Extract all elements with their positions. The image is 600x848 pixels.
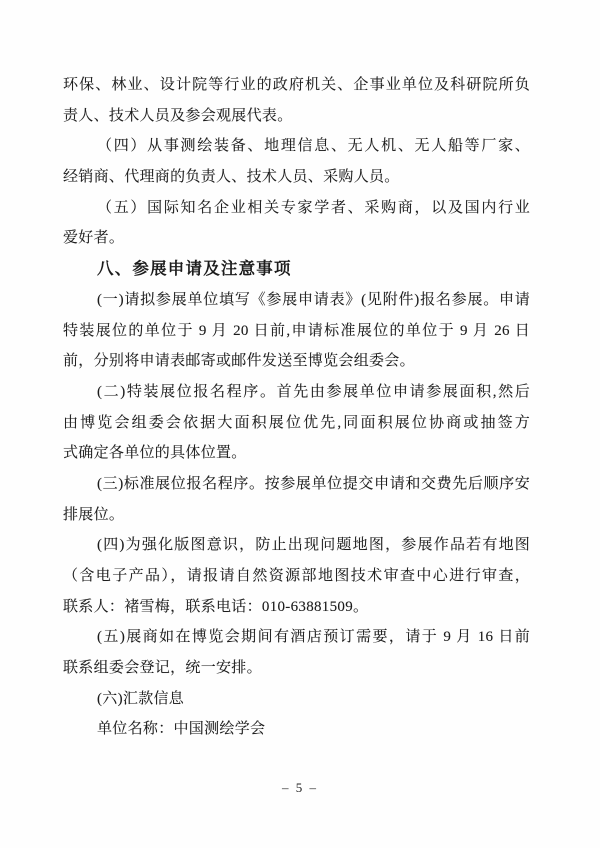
text-line: 环保、林业、设计院等行业的政府机关、企事业单位及科研院所负 [63, 77, 530, 93]
text-line: 单位名称：中国测绘学会 [97, 721, 266, 738]
section-heading: 八、参展申请及注意事项 [97, 260, 292, 279]
text-line: (五)展商如在博览会期间有酒店预订需要，请于 9 月 16 日前 [97, 629, 530, 646]
text-line: 经销商、代理商的负责人、技术人员、采购人员。 [63, 169, 400, 186]
text-line: 由博览会组委会依据大面积展位优先,同面积展位协商或抽签方 [63, 414, 530, 431]
text-line: (六)汇款信息 [97, 690, 185, 707]
text-line: 式确定各单位的具体位置。 [63, 445, 247, 462]
text-line: 联系人：褚雪梅，联系电话：010-63881509。 [63, 598, 369, 615]
text-line: 前，分别将申请表邮寄或邮件发送至博览会组委会。 [63, 353, 415, 370]
text-line: 责人、技术人员及参会观展代表。 [63, 107, 293, 124]
text-line: (一)请拟参展单位填写《参展申请表》(见附件)报名参展。申请 [97, 291, 530, 308]
text-line: (四)为强化版图意识，防止出现问题地图，参展作品若有地图 [97, 537, 530, 554]
text-line: （五）国际知名企业相关专家学者、采购商，以及国内行业 [97, 199, 530, 216]
text-line: （含电子产品），请报请自然资源部地图技术审查中心进行审查， [63, 568, 530, 584]
page-number: – 5 – [282, 780, 318, 795]
text-line: （四）从事测绘装备、地理信息、无人机、无人船等厂家、 [97, 138, 530, 155]
text-line: 排展位。 [63, 506, 125, 523]
text-line: (二)特装展位报名程序。首先由参展单位申请参展面积,然后 [97, 383, 530, 400]
document-body [63, 70, 530, 745]
text-line: (三)标准展位报名程序。按参展单位提交申请和交费先后顺序安 [97, 475, 530, 492]
text-line: 爱好者。 [63, 230, 125, 247]
text-line: 特装展位的单位于 9 月 20 日前,申请标准展位的单位于 9 月 26 日 [63, 322, 530, 339]
text-line: 联系组委会登记，统一安排。 [63, 660, 262, 677]
